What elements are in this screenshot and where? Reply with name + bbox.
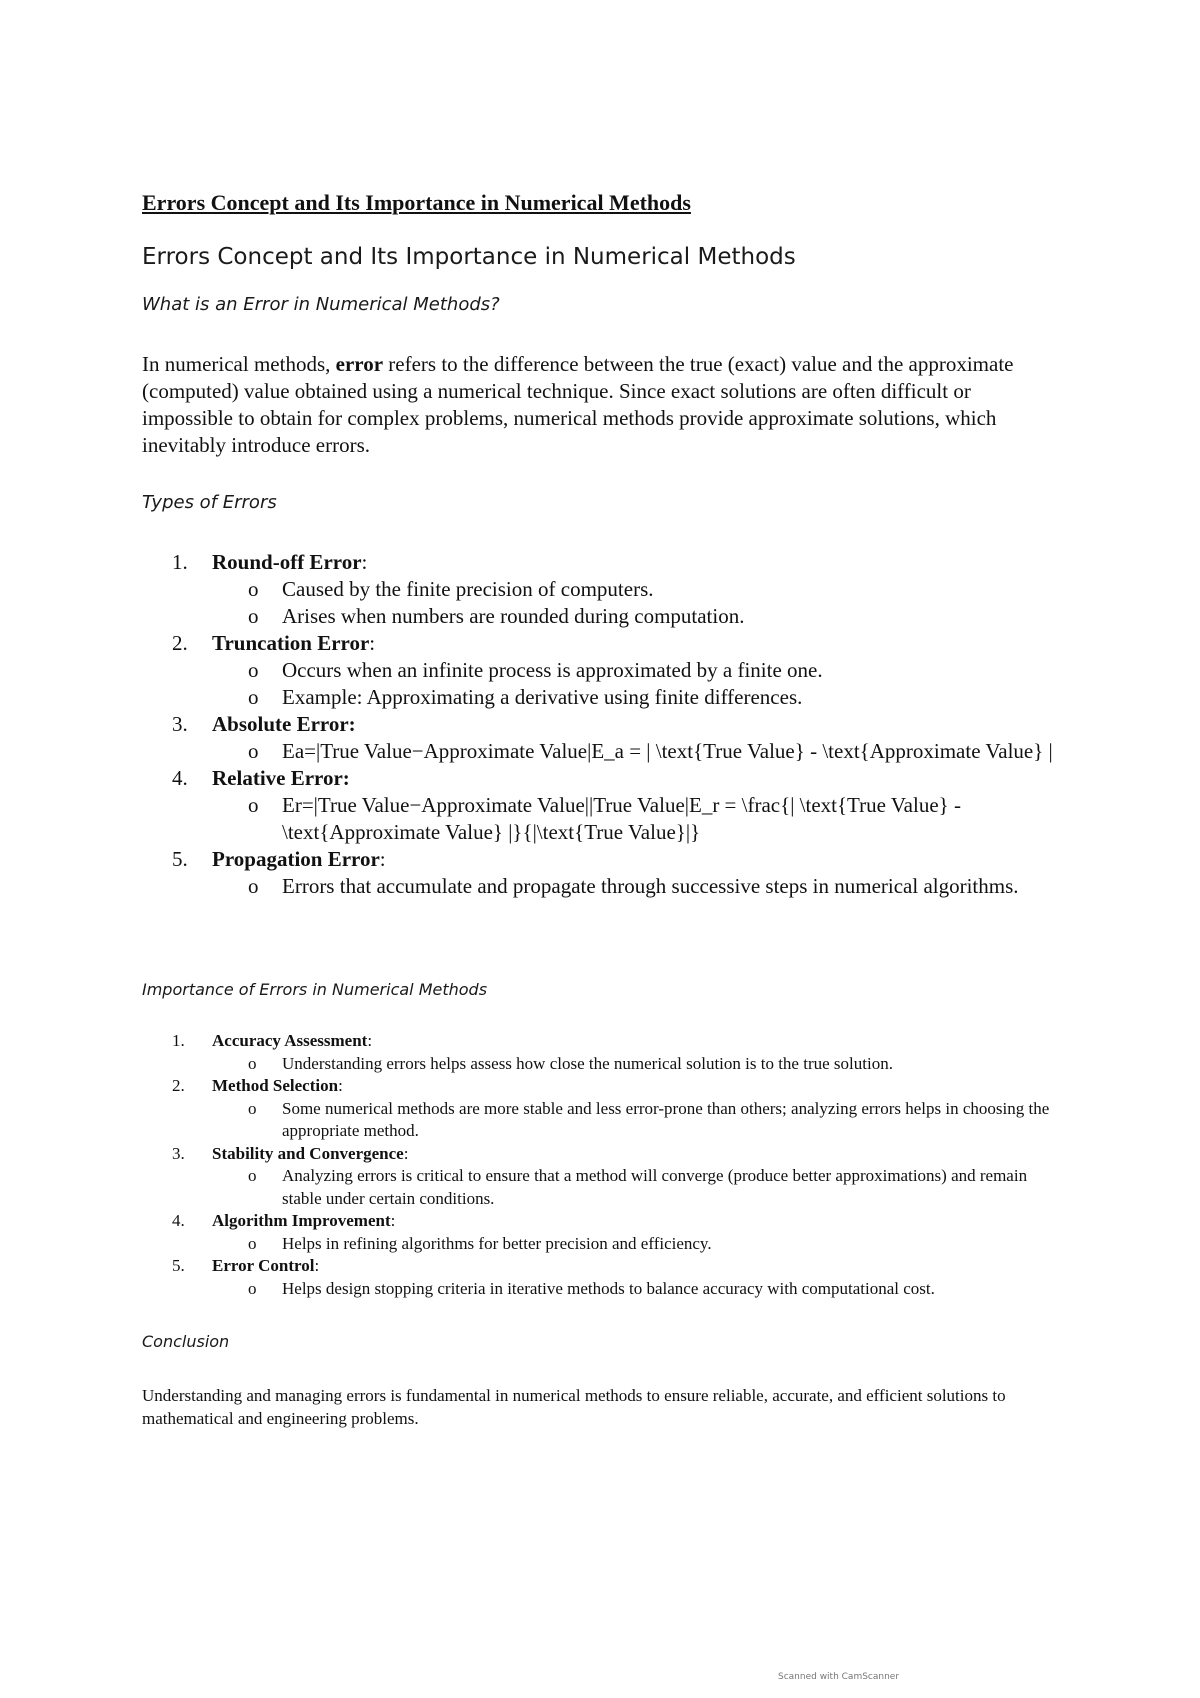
sub-bullet-item [212,1278,1062,1301]
list-number: 4. [172,1211,185,1230]
sub-bullet-text: Occurs when an infinite process is approximated by a finite one. [282,658,823,682]
list-number: 4. [172,766,188,790]
importance-list [142,1030,1062,1300]
sub-bullet-text: Example: Approximating a derivative using finite differences. [282,685,803,709]
importance-item [142,1075,1062,1143]
sub-bullet-list [212,657,1062,711]
circle-bullet-icon: o [248,1233,257,1253]
list-term: Error Control [212,1256,315,1275]
sub-bullet-text: Errors that accumulate and propagate through successive steps in numerical algorithms. [282,874,1019,898]
list-number: 1. [172,1031,185,1050]
term-colon: : [390,1211,396,1230]
list-number: 2. [172,631,188,655]
list-number: 5. [172,1256,185,1275]
sub-bullet-item [212,792,1062,846]
types-of-errors-list [142,549,1062,900]
types-item [142,765,1062,846]
list-term: Accuracy Assessment [212,1031,368,1050]
sub-bullet-text: Helps in refining algorithms for better precision and efficiency. [282,1233,712,1253]
term-colon: : [338,1076,343,1095]
sub-bullet-text: Understanding errors helps assess how close the numerical solution is to the true solution. [282,1053,893,1073]
list-number: 3. [172,712,188,736]
sub-bullet-text: Analyzing errors is critical to ensure that a method will converge (produce better approximations) and remain stable under certain conditions. [282,1166,1028,1208]
circle-bullet-icon: o [248,793,259,817]
list-term: Truncation Error [212,631,370,655]
sub-bullet-text: Caused by the finite precision of computers. [282,577,654,601]
types-item [142,711,1062,765]
list-term: Algorithm Improvement [212,1211,391,1230]
list-term: Round-off Error [212,550,362,574]
sub-bullet-list [212,1053,1062,1076]
list-number: 3. [172,1143,185,1163]
list-term: Relative Error: [212,766,350,790]
sub-bullet-list [212,738,1062,765]
sub-bullet-text: Arises when numbers are rounded during computation. [282,604,745,628]
scanner-watermark: Scanned with CamScanner [778,1672,900,1682]
sub-bullet-item [212,1098,1062,1143]
importance-item [142,1255,1062,1300]
sub-bullet-item [212,576,1062,603]
term-colon: : [379,847,386,871]
circle-bullet-icon: o [248,685,259,709]
list-term: Propagation Error [212,847,380,871]
conclusion-paragraph: Understanding and managing errors is fundamental in numerical methods to ensure reliable, accurate, and efficient solutions to mathematical and engineering problems. [142,1386,1006,1428]
term-colon: : [367,1031,373,1050]
sub-bullet-item [212,1053,1062,1076]
subheading-importance: Importance of Errors in Numerical Methods [142,980,488,999]
circle-bullet-icon: o [248,604,259,628]
list-number: 2. [172,1076,185,1095]
term-colon: : [314,1256,320,1275]
sub-bullet-item [212,603,1062,630]
circle-bullet-icon: o [248,1278,257,1298]
term-colon: : [369,631,376,655]
sub-bullet-item [212,684,1062,711]
sub-bullet-list [212,1278,1062,1301]
list-number: 1. [172,550,188,574]
intro-paragraph: In numerical methods, error refers to the difference between the true (exact) value and the approximate (computed) value obtained using a numerical technique. Since exact solutions are often difficult or impossible to obtain for complex problems, numerical methods provide approximate solutions, which inevitably introduce errors. [142,352,1014,457]
circle-bullet-icon: o [248,1053,257,1073]
circle-bullet-icon: o [248,874,259,898]
sub-bullet-list [212,576,1062,630]
circle-bullet-icon: o [248,739,259,763]
types-item [142,630,1062,711]
sub-bullet-item [212,1165,1062,1210]
list-number: 5. [172,847,188,871]
sub-bullet-list [212,792,1062,846]
list-term: Absolute Error: [212,712,356,736]
sub-bullet-list [212,1233,1062,1256]
sub-bullet-text: Helps design stopping criteria in iterative methods to balance accuracy with computational cost. [282,1278,935,1298]
list-term: Stability and Convergence [212,1143,404,1163]
importance-item [142,1210,1062,1255]
sub-bullet-list [212,1098,1062,1143]
sub-bullet-text: Ea=|True Value−Approximate Value|E_a = | \text{True Value} - \text{Approximate Value} | [282,739,1053,763]
types-item [142,846,1062,900]
term-colon: : [361,550,368,574]
sub-bullet-item [212,738,1062,765]
error-term: error [335,352,384,376]
sub-bullet-list [212,1165,1062,1210]
sub-bullet-item [212,1233,1062,1256]
importance-item [142,1030,1062,1075]
circle-bullet-icon: o [248,1098,257,1118]
sub-bullet-text: Er=|True Value−Approximate Value||True Value|E_r = \frac{| \text{True Value} - \text{Approximate Value} |}{|\text{True Value}|} [282,793,961,844]
document-title: Errors Concept and Its Importance in Numerical Methods [142,190,691,215]
list-term: Method Selection [212,1076,339,1095]
subheading-what-is-error: What is an Error in Numerical Methods? [142,294,500,315]
sub-bullet-item [212,873,1062,900]
circle-bullet-icon: o [248,1166,257,1185]
section-heading: Errors Concept and Its Importance in Numerical Methods [142,244,796,270]
types-item [142,549,1062,630]
importance-item [142,1143,1062,1211]
sub-bullet-text: Some numerical methods are more stable and less error-prone than others; analyzing errors helps in choosing the appropriate method. [282,1098,1050,1140]
subheading-conclusion: Conclusion [142,1332,230,1351]
subheading-types-of-errors: Types of Errors [142,492,277,513]
term-colon: : [403,1143,409,1163]
circle-bullet-icon: o [248,658,259,682]
sub-bullet-item [212,657,1062,684]
circle-bullet-icon: o [248,577,259,601]
sub-bullet-list [212,873,1062,900]
